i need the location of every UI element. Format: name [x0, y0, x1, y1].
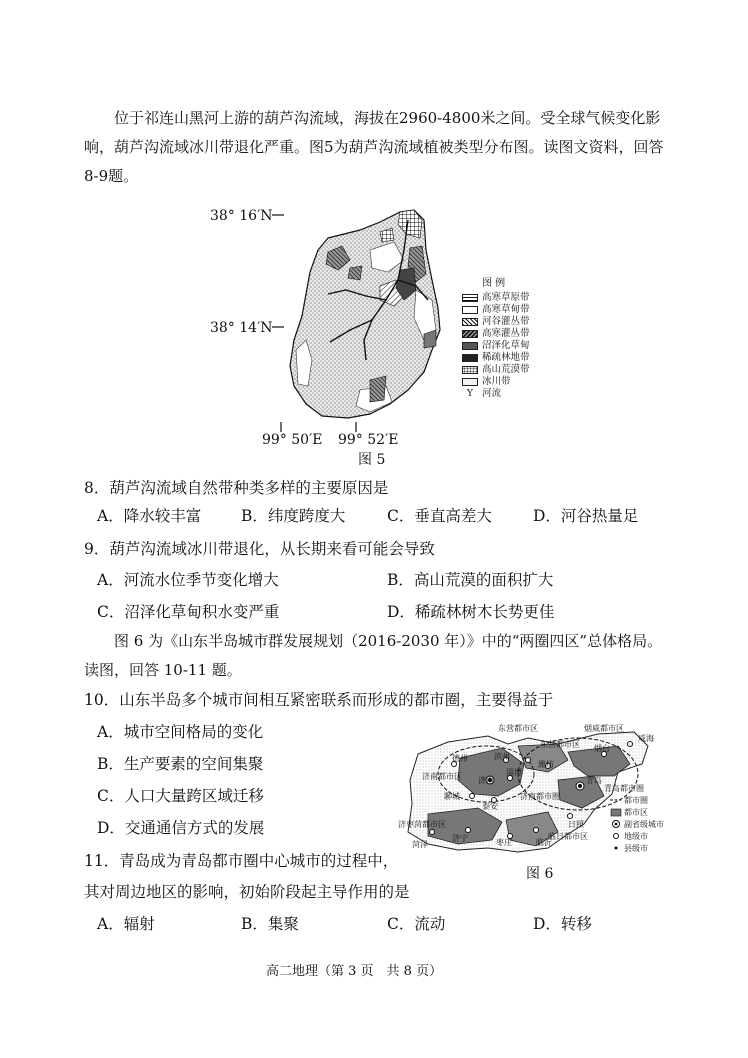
lon-left-label: 99° 50′E — [262, 432, 323, 448]
label-binzhou: 滨州 — [494, 752, 510, 761]
legend-swatch — [462, 378, 478, 386]
legend-item — [462, 364, 530, 375]
label-linyi: 临沂 — [536, 838, 552, 847]
q11-option-c: C．流动 — [387, 915, 446, 933]
lon-right-label: 99° 52′E — [338, 432, 399, 448]
q9-option-a: A．河流水位季节变化增大 — [97, 571, 279, 589]
legend-item — [462, 292, 530, 303]
legend6-subprovincial-city: 副省级城市 — [624, 820, 664, 829]
lat-mid-label: 38° 14′N — [210, 320, 273, 336]
legend-label: 河流 — [482, 388, 502, 399]
legend-item — [462, 316, 530, 327]
legend-title: 图 例 — [482, 278, 506, 289]
legend-item — [462, 388, 501, 399]
legend-swatch — [462, 342, 478, 350]
legend-item — [462, 340, 530, 351]
label-weifang: 潍坊 — [538, 760, 554, 769]
legend-item — [462, 352, 530, 363]
q8-option-d: D．河谷热量足 — [533, 507, 639, 525]
q11-option-d: D．转移 — [533, 915, 592, 933]
label-jinan-metro: 济南都市区 — [422, 772, 462, 781]
legend-swatch — [462, 294, 478, 302]
page-footer: 高二地理（第 3 页 共 8 页） — [266, 964, 443, 979]
q10-option-a: A．城市空间格局的变化 — [97, 723, 264, 741]
legend-label: 高山荒漠带 — [482, 364, 530, 375]
q11-option-b: B．集聚 — [241, 915, 299, 933]
legend-swatch — [462, 354, 478, 362]
intro-paragraph-2: 图 6 为《山东半岛城市群发展规划（2016-2030 年）》中的“两圈四区”总体格局。读图，回答 10-11 题。 — [84, 632, 663, 679]
label-heze: 菏泽 — [412, 840, 428, 849]
label-dongying: 东营都市区 — [540, 740, 580, 749]
figure-5-legend — [462, 278, 552, 408]
intro-paragraph-1: 位于祁连山黑河上游的葫芦沟流域，海拔在2960-4800米之间。受全球气候变化影响，葫芦沟流域冰川带退化严重。图5为葫芦沟流域植被类型分布图。读图文资料，回答8-9题。 — [84, 109, 664, 185]
label-qingdao-metro: 青岛都市圈 — [604, 784, 644, 793]
label-dongying-metro: 东营都市区 — [498, 724, 538, 733]
legend6-metro-circle: 都市圈 — [624, 796, 648, 805]
legend-swatch — [462, 366, 478, 374]
figure-6 — [398, 724, 676, 884]
label-yanwei-metro: 烟威都市区 — [584, 724, 624, 733]
q8-option-c: C．垂直高差大 — [387, 507, 492, 525]
legend-item — [462, 304, 530, 315]
legend-swatch: Y — [467, 388, 473, 399]
figure-5-caption: 图 5 — [358, 452, 386, 468]
label-taian: 泰安 — [482, 802, 498, 811]
label-jining: 济宁 — [452, 834, 468, 843]
q9-option-c: C．沼泽化草甸积水变严重 — [97, 603, 280, 621]
q9-option-b: B．高山荒漠的面积扩大 — [387, 571, 554, 589]
q10-option-c: C．人口大量跨区域迁移 — [97, 787, 264, 805]
label-weihai: 威海 — [638, 734, 654, 743]
label-jinan-circle: 济南都市圈 — [520, 792, 560, 801]
legend-swatch — [462, 330, 478, 338]
q8-option-a: A．降水较丰富 — [97, 507, 202, 525]
legend-label: 高寒草原带 — [482, 292, 530, 303]
label-jinan: 济南 — [478, 776, 494, 785]
legend-label: 高寒草甸带 — [482, 304, 530, 315]
question-11-stem-line1: 11．青岛成为青岛都市圈中心城市的过程中， — [84, 852, 399, 870]
legend-label: 河谷灌丛带 — [482, 316, 530, 327]
legend-label: 高寒灌丛带 — [482, 328, 530, 339]
legend-swatch — [462, 306, 478, 314]
q11-option-a: A．辐射 — [97, 915, 155, 933]
label-liaocheng: 聊城 — [444, 792, 460, 801]
q9-option-d: D．稀疏林树木长势更佳 — [387, 603, 555, 621]
legend6-prefecture-city: 地级市 — [624, 832, 648, 841]
legend-label: 稀疏林地带 — [482, 352, 530, 363]
lat-top-label: 38° 16′N — [210, 208, 273, 224]
legend6-county-city: 县级市 — [624, 844, 648, 853]
question-11-stem-line2: 其对周边地区的影响，初始阶段起主导作用的是 — [84, 883, 410, 901]
legend6-symbols — [610, 796, 622, 856]
figure-6-caption: 图 6 — [526, 866, 554, 882]
legend-item — [462, 376, 511, 387]
q10-option-b: B．生产要素的空间集聚 — [97, 755, 264, 773]
q10-option-d: D．交通通信方式的发展 — [97, 819, 265, 837]
legend-label: 冰川带 — [482, 376, 511, 387]
question-9-stem: 9．葫芦沟流域冰川带退化，从长期来看可能会导致 — [84, 540, 435, 558]
label-rizhao: 日照 — [568, 820, 584, 829]
label-jizao-metro: 济枣菏都市区 — [398, 820, 446, 829]
label-linri-metro: 临日都市区 — [548, 832, 588, 841]
legend6-metro-area: 都市区 — [624, 808, 648, 817]
legend-item — [462, 328, 530, 339]
question-10-stem: 10．山东半岛多个城市间相互紧密联系而形成的都市圈，主要得益于 — [84, 691, 554, 709]
legend-label: 沼泽化草甸 — [482, 340, 530, 351]
label-zibo: 淄博 — [506, 768, 522, 777]
q8-option-b: B．纬度跨度大 — [241, 507, 346, 525]
legend-swatch — [462, 318, 478, 326]
label-zaozhuang: 枣庄 — [496, 838, 512, 847]
question-8-stem: 8．葫芦沟流域自然带种类多样的主要原因是 — [84, 479, 389, 497]
figure-5 — [210, 190, 550, 470]
label-yantai: 烟台 — [594, 744, 610, 753]
label-dezhou: 德州 — [452, 754, 468, 763]
label-qingdao: 青岛 — [586, 776, 602, 785]
